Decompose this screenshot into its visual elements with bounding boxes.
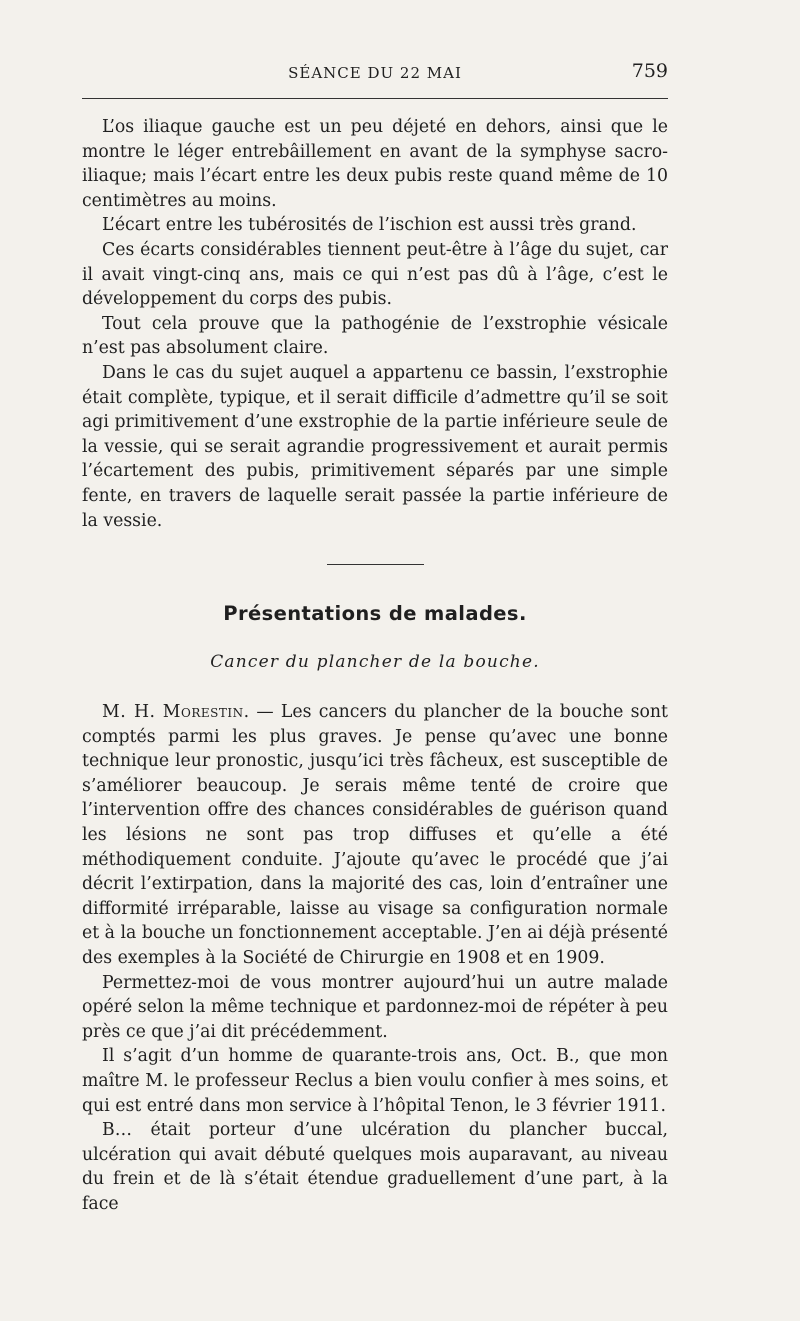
body-text: [82, 115, 668, 1217]
paragraph: Ces écarts considérables tiennent peut-être à l’âge du sujet, car il avait vingt-cinq ans, mais ce qui n’est pas dû à l’âge, c’est le développement du corps des pubis.: [82, 239, 668, 310]
running-title: SÉANCE DU 22 MAI: [288, 64, 462, 82]
paragraph: Il s’agit d’un homme de quarante-trois ans, Oct. B., que mon maître M. le professeur Reclus a bien voulu confier à mes soins, et qui est entré dans mon service à l’hôpital Tenon, le 3 février 1911.: [82, 1046, 668, 1116]
paragraph: Dans le cas du sujet auquel a appartenu ce bassin, l’exstrophie était complète, typique, et il serait difficile d’admettre qu’il se soit agi primitivement d’une exstrophie de la partie inférieure seule de la vessie, qui se serait agrandie progressivement et aurait permis l’écartement des pubis, primitivement séparés par une simple fente, en travers de laquelle serait passée la partie inférieure de la vessie.: [82, 362, 668, 531]
paragraph: L’os iliaque gauche est un peu déjeté en dehors, ainsi que le montre le léger entrebâillement en avant de la symphyse sacro-iliaque; mais l’écart entre les deux pubis reste quand même de 10 centimètres au moins.: [82, 117, 668, 211]
paragraph: Tout cela prouve que la pathogénie de l’exstrophie vésicale n’est pas absolument claire.: [82, 313, 668, 359]
section-divider: [327, 564, 424, 565]
paragraph: Permettez-moi de vous montrer aujourd’hui un autre malade opéré selon la même technique et pardonnez-moi de répéter à peu près ce que j’ai dit précédemment.: [82, 972, 668, 1042]
paragraph: L’écart entre les tubérosités de l’ischion est aussi très grand.: [102, 215, 637, 236]
paragraph: B… était porteur d’une ulcération du plancher buccal, ulcération qui avait débuté quelques mois auparavant, au niveau du frein et de là s’était étendue graduellement d’une part, à la face: [82, 1120, 668, 1214]
header-rule: [82, 98, 668, 99]
speaker-text: . — Les cancers du plancher de la bouche sont comptés parmi les plus graves. Je pense qu’avec une bonne technique leur pronostic, jusqu’ici très fâcheux, est susceptible de s’améliorer beaucoup. Je serais même tenté de croire que l’intervention offre des chances considérables de guérison quand les lésions ne sont pas trop diffuses et qu’elle a été méthodiquement conduite. J’ajoute qu’avec le procédé que j’ai décrit l’extirpation, dans la majorité des cas, loin d’entraîner une difformité irréparable, laisse au visage sa configuration normale et à la bouche un fonctionnement acceptable. J’en ai déjà présenté des exemples à la Société de Chirurgie en 1908 et en 1909.: [82, 702, 668, 969]
speaker-initials: M. H.: [102, 702, 156, 723]
speaker-surname: Morestin: [162, 702, 244, 723]
section-title: Présentations de malades.: [223, 602, 527, 626]
page-number: 759: [631, 60, 668, 82]
section-subtitle: Cancer du plancher de la bouche.: [210, 652, 540, 673]
speaker-paragraph: [82, 700, 668, 971]
page-header: [82, 60, 668, 90]
